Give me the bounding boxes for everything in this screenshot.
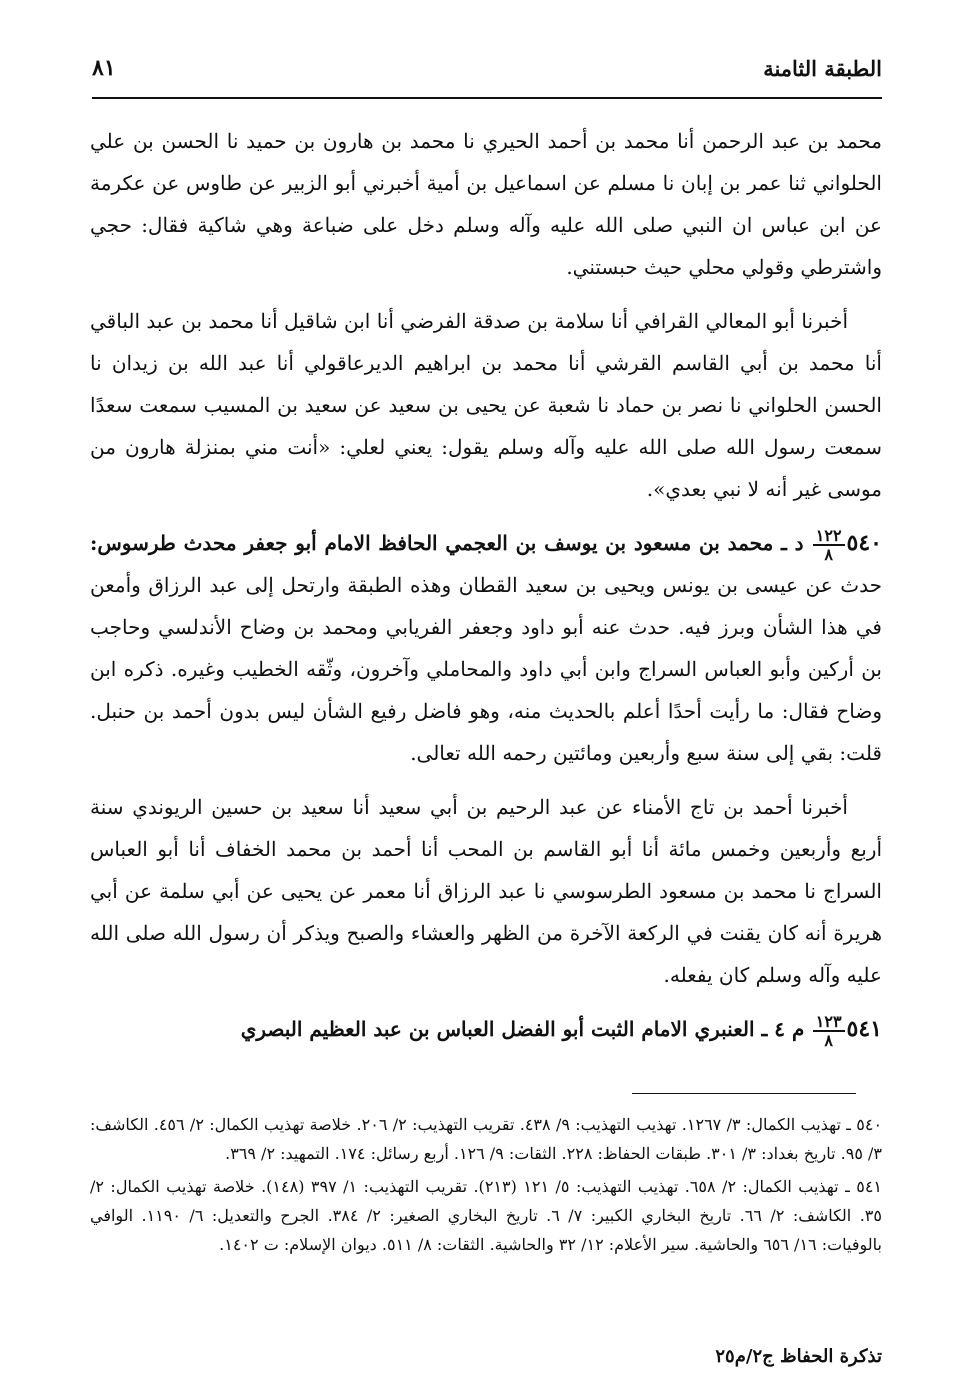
header-rule (92, 97, 882, 99)
paragraph-2: أخبرنا أبو المعالي القرافي أنا سلامة بن صدقة الفرضي أنا ابن شاقيل أنا محمد بن عبد الباقي أنا محمد بن أبي القاسم القرشي أنا محمد بن ابراهيم الديرعاقولي أنا عبد الله بن زيدان نا الحسن الحلواني نا نصر بن حماد نا شعبة عن يحيى بن سعيد عن سعيد بن المسيب سمعت سعدًا سمعت رسول الله صلى الله عليه وآله وسلم يقول: يعني لعلي: «أنت مني بمنزلة هارون من موسى غير أنه لا نبي بعدي». (90, 309, 882, 501)
footnotes (90, 1110, 882, 1263)
entry-541-frac-top: ١٢٣ (813, 1013, 845, 1032)
entry-540 (90, 522, 882, 774)
footnote-541: ٥٤١ ـ تهذيب الكمال: ٢/ ٦٥٨. تهذيب التهذيب: ٥/ ١٢١ (٢١٣). تقريب التهذيب: ١/ ٣٩٧ (١٤٨). خلاصة تهذيب الكمال: ٢/ ٣٥. الكاشف: ٢/ ٦٦. تاريخ البخاري الكبير: ٧/ ٦. تاريخ البخاري الصغير: ٢/ ٣٨٤. الجرح والتعديل: ٦/ ١١٩٠. الوافي بالوفيات: ١٦/ ٦٥٦ والحاشية. سير الأعلام: ١٢/ ٣٢ والحاشية. الثقات: ٨/ ٥١١. ديوان الإسلام: ت ١٤٠٢. (90, 1177, 883, 1254)
entry-540-text: حدث عن عيسى بن يونس ويحيى بن سعيد القطان وهذه الطبقة وارتحل إلى عبد الرزاق وأمعن في هذا الشأن وبرز فيه. حدث عنه أبو داود وجعفر الفريابي ومحمد بن وضاح الأندلسي وحاجب بن أركين وأبو العباس السراج وابن أبي داود والمحاملي وآخرون، وثّقه الخطيب وغيره. ذكره ابن وضاح فقال: ما رأيت أحدًا أعلم بالحديث منه، وهو فاضل رفيع الشأن ليس بدون أحمد بن حنبل. قلت: بقي إلى سنة سبع وأربعين ومائتين رحمه الله تعالى. (90, 573, 882, 765)
entry-540-frac-top: ١٢٢ (813, 527, 845, 546)
entry-541-frac-bottom: ٨ (824, 1030, 833, 1050)
entry-540-fraction (813, 527, 845, 563)
entry-541-fraction (813, 1013, 845, 1049)
footnote-540: ٥٤٠ ـ تهذيب الكمال: ٣/ ١٢٦٧. تهذيب التهذيب: ٩/ ٤٣٨. تقريب التهذيب: ٢/ ٢٠٦. خلاصة تهذيب الكمال: ٢/ ٤٥٦. الكاشف: ٣/ ٩٥. تاريخ بغداد: ٣/ ٣٠١. طبقات الحفاظ: ٢٢٨. الثقات: ٩/ ١٢٦. أربع رسائل: ١٧٤. التمهيد: ٢/ ٣٦٩. (90, 1115, 883, 1163)
page-number: ٨١ (92, 55, 116, 81)
running-header (92, 48, 882, 88)
entry-540-frac-bottom: ٨ (824, 544, 833, 564)
entry-540-number: ٥٤٠ (846, 530, 882, 556)
chapter-title: الطبقة الثامنة (763, 55, 882, 81)
entry-540-heading: د ـ محمد بن مسعود بن يوسف بن العجمي الحافظ الامام أبو جعفر محدث طرسوس: (90, 531, 804, 555)
entry-541-number: ٥٤١ (846, 1016, 882, 1042)
paragraph-1: محمد بن عبد الرحمن أنا محمد بن أحمد الحيري نا محمد بن هارون بن حميد نا الحسن بن علي الحلواني ثنا عمر بن إبان نا مسلم عن اسماعيل بن أمية أخبرني أبو الزبير عن طاوس عن عكرمة عن ابن عباس ان النبي صلى الله عليه وآله وسلم دخل على ضباعة وهي شاكية فقال: حجي واشترطي وقولي محلي حيث حبستني. (90, 129, 882, 279)
main-text (90, 120, 882, 1062)
paragraph-3: أخبرنا أحمد بن تاج الأمناء عن عبد الرحيم بن أبي سعيد أنا سعيد بن حسين الريوندي سنة أربع وأربعين وخمس مائة أنا أبو القاسم بن المحب أنا أحمد بن محمد الخفاف أنا أبو العباس السراج نا محمد بن مسعود الطرسوسي نا عبد الرزاق أنا معمر عن يحيى عن أبي سلمة عن أبي هريرة أنه كان يقنت في الركعة الآخرة من الظهر والعشاء والصبح ويذكر أن رسول الله صلى الله عليه وآله وسلم كان يفعله. (90, 795, 882, 987)
book-signature: تذكرة الحفاظ ج٢/م٢٥ (715, 1346, 882, 1367)
entry-541 (90, 1008, 882, 1050)
entry-541-heading: م ٤ ـ العنبري الامام الثبت أبو الفضل العباس بن عبد العظيم البصري (240, 1017, 805, 1041)
footnote-rule (632, 1093, 856, 1094)
